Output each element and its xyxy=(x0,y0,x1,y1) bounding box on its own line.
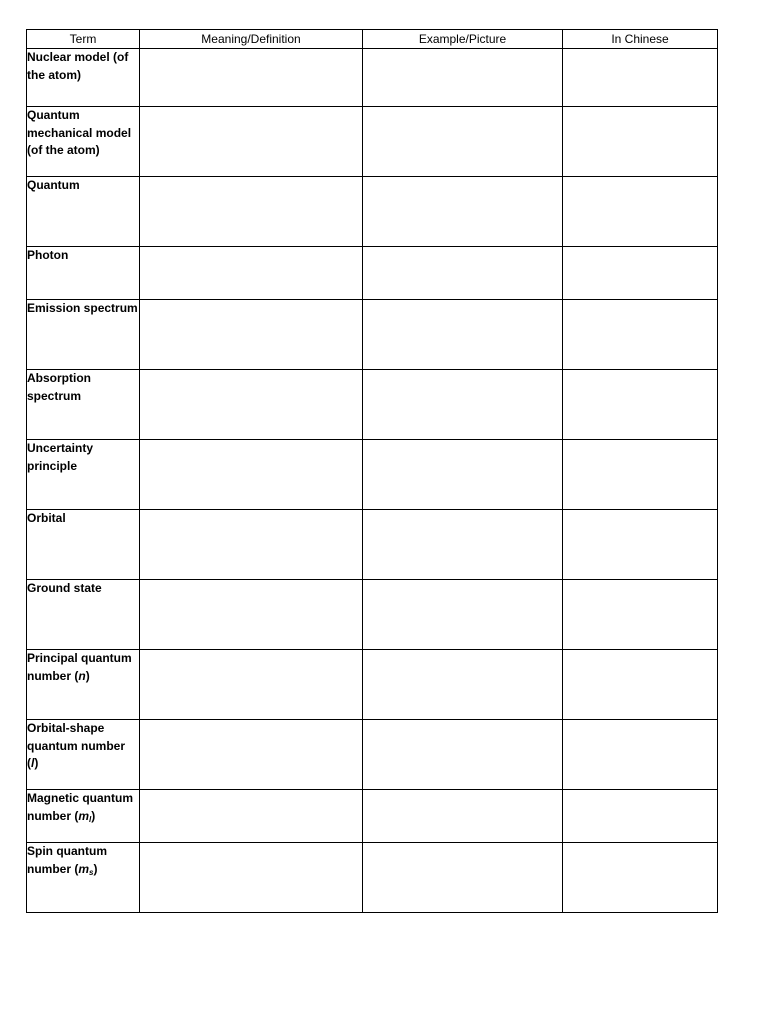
term-text: Magnetic quantum number ( xyxy=(27,791,134,823)
header-chinese: In Chinese xyxy=(563,30,718,49)
term-cell: Emission spectrum xyxy=(27,300,140,370)
meaning-cell[interactable] xyxy=(140,440,363,510)
term-cell: Absorption spectrum xyxy=(27,370,140,440)
chinese-cell[interactable] xyxy=(563,440,718,510)
header-meaning: Meaning/Definition xyxy=(140,30,363,49)
term-text-end: ) xyxy=(93,861,98,876)
term-text: Spin quantum number ( xyxy=(27,844,107,876)
example-cell[interactable] xyxy=(363,247,563,300)
chinese-cell[interactable] xyxy=(563,370,718,440)
term-cell: Photon xyxy=(27,247,140,300)
term-cell: Uncertainty principle xyxy=(27,440,140,510)
chinese-cell[interactable] xyxy=(563,177,718,247)
term-variable: l xyxy=(31,756,35,770)
meaning-cell[interactable] xyxy=(140,49,363,107)
chinese-cell[interactable] xyxy=(563,790,718,843)
meaning-cell[interactable] xyxy=(140,790,363,843)
chinese-cell[interactable] xyxy=(563,843,718,913)
meaning-cell[interactable] xyxy=(140,720,363,790)
example-cell[interactable] xyxy=(363,49,563,107)
term-text-end: ) xyxy=(91,808,96,823)
example-cell[interactable] xyxy=(363,370,563,440)
table-row xyxy=(27,510,718,580)
chinese-cell[interactable] xyxy=(563,247,718,300)
table-row xyxy=(27,370,718,440)
meaning-cell[interactable] xyxy=(140,300,363,370)
table-row xyxy=(27,49,718,107)
header-term: Term xyxy=(27,30,140,49)
term-cell: Quantum mechanical model (of the atom) xyxy=(27,107,140,177)
table-row xyxy=(27,440,718,510)
vocabulary-table xyxy=(26,29,718,913)
term-text: Orbital-shape quantum number ( xyxy=(27,721,125,770)
table-row xyxy=(27,247,718,300)
table-row xyxy=(27,790,718,843)
chinese-cell[interactable] xyxy=(563,107,718,177)
meaning-cell[interactable] xyxy=(140,843,363,913)
table-row xyxy=(27,720,718,790)
example-cell[interactable] xyxy=(363,440,563,510)
term-cell xyxy=(27,843,140,913)
table-row xyxy=(27,843,718,913)
chinese-cell[interactable] xyxy=(563,580,718,650)
example-cell[interactable] xyxy=(363,650,563,720)
term-variable: m xyxy=(78,808,90,823)
meaning-cell[interactable] xyxy=(140,247,363,300)
meaning-cell[interactable] xyxy=(140,370,363,440)
term-cell xyxy=(27,790,140,843)
term-cell: Nuclear model (of the atom) xyxy=(27,49,140,107)
term-variable: m xyxy=(78,861,90,876)
table-row xyxy=(27,300,718,370)
term-text-end: ) xyxy=(34,756,39,770)
table-row xyxy=(27,107,718,177)
chinese-cell[interactable] xyxy=(563,300,718,370)
header-row xyxy=(27,30,718,49)
term-cell xyxy=(27,720,140,790)
example-cell[interactable] xyxy=(363,580,563,650)
term-variable: n xyxy=(78,668,86,683)
term-cell: Quantum xyxy=(27,177,140,247)
term-subscript: s xyxy=(89,867,94,877)
chinese-cell[interactable] xyxy=(563,720,718,790)
meaning-cell[interactable] xyxy=(140,510,363,580)
meaning-cell[interactable] xyxy=(140,107,363,177)
meaning-cell[interactable] xyxy=(140,650,363,720)
example-cell[interactable] xyxy=(363,843,563,913)
term-subscript: l xyxy=(89,814,92,824)
chinese-cell[interactable] xyxy=(563,510,718,580)
term-cell: Orbital xyxy=(27,510,140,580)
chinese-cell[interactable] xyxy=(563,650,718,720)
meaning-cell[interactable] xyxy=(140,177,363,247)
chinese-cell[interactable] xyxy=(563,49,718,107)
example-cell[interactable] xyxy=(363,107,563,177)
term-cell: Ground state xyxy=(27,580,140,650)
example-cell[interactable] xyxy=(363,720,563,790)
example-cell[interactable] xyxy=(363,177,563,247)
example-cell[interactable] xyxy=(363,300,563,370)
term-text-end: ) xyxy=(85,668,90,683)
table-row xyxy=(27,177,718,247)
header-example: Example/Picture xyxy=(363,30,563,49)
table-row xyxy=(27,650,718,720)
meaning-cell[interactable] xyxy=(140,580,363,650)
table-row xyxy=(27,580,718,650)
example-cell[interactable] xyxy=(363,790,563,843)
example-cell[interactable] xyxy=(363,510,563,580)
term-cell xyxy=(27,650,140,720)
term-text: Principal quantum number ( xyxy=(27,651,132,683)
